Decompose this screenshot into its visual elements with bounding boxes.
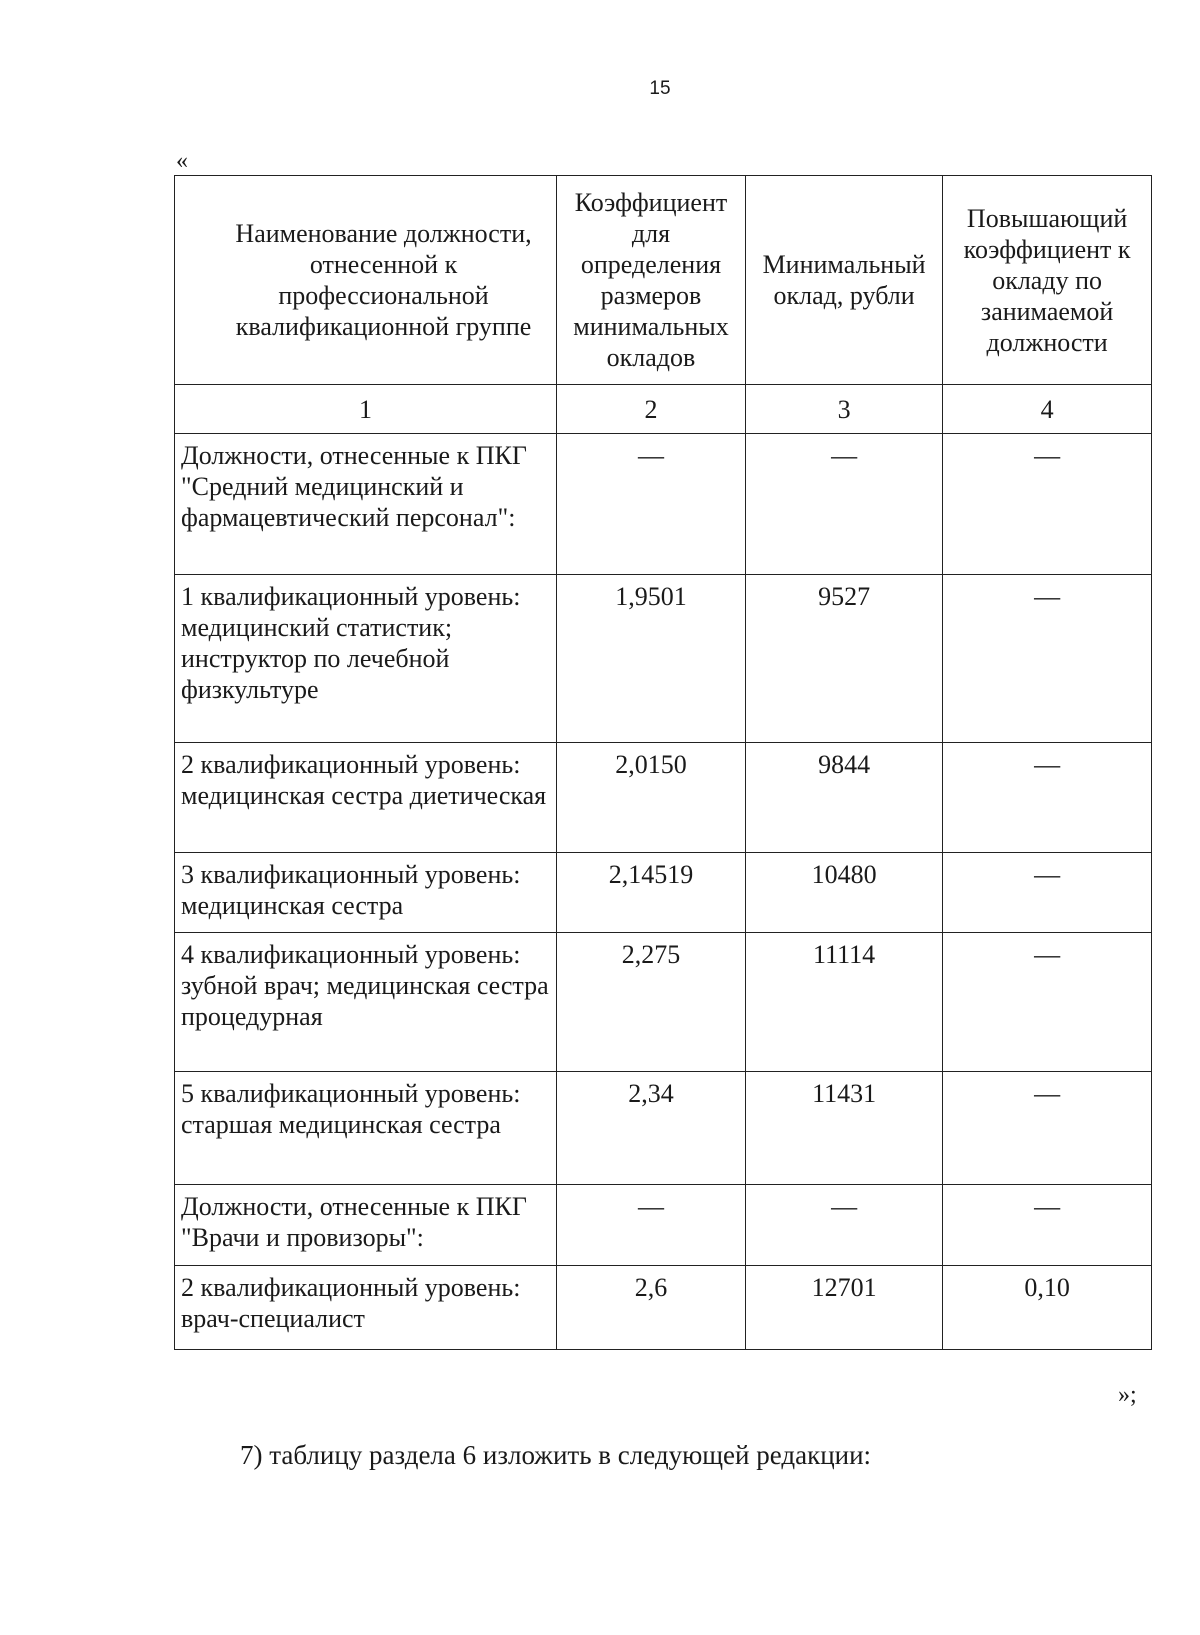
salary-cell: 10480 bbox=[745, 853, 942, 933]
salary-cell: 11431 bbox=[745, 1072, 942, 1185]
column-number: 2 bbox=[557, 385, 746, 434]
table-row bbox=[175, 933, 1152, 1072]
header-min-salary: Минимальный оклад, рубли bbox=[745, 176, 942, 385]
table-row bbox=[175, 575, 1152, 743]
salary-table bbox=[174, 175, 1152, 1350]
opening-quote-mark: « bbox=[176, 148, 188, 174]
raise-cell: — bbox=[943, 853, 1152, 933]
table-row bbox=[175, 434, 1152, 575]
raise-cell: — bbox=[943, 575, 1152, 743]
coefficient-cell: 2,14519 bbox=[557, 853, 746, 933]
table-row bbox=[175, 743, 1152, 853]
salary-cell: 9527 bbox=[745, 575, 942, 743]
coefficient-cell: 2,6 bbox=[557, 1266, 746, 1350]
coefficient-cell: 2,34 bbox=[557, 1072, 746, 1185]
coefficient-cell: — bbox=[557, 1185, 746, 1266]
position-name-cell: 3 квалификационный уровень: медицинская сестра bbox=[175, 853, 557, 933]
coefficient-cell: 2,0150 bbox=[557, 743, 746, 853]
page-number: 15 bbox=[649, 78, 671, 99]
coefficient-cell: 1,9501 bbox=[557, 575, 746, 743]
position-name-cell: 1 квалификационный уровень: медицинский статистик; инструктор по лечебной физкультуре bbox=[175, 575, 557, 743]
position-name-cell: 5 квалификационный уровень: старшая медицинская сестра bbox=[175, 1072, 557, 1185]
raise-cell: — bbox=[943, 1072, 1152, 1185]
raise-cell: — bbox=[943, 933, 1152, 1072]
column-number: 3 bbox=[745, 385, 942, 434]
salary-cell: — bbox=[745, 1185, 942, 1266]
column-number: 1 bbox=[175, 385, 557, 434]
salary-cell: 9844 bbox=[745, 743, 942, 853]
position-name-cell: 2 квалификационный уровень: врач-специалист bbox=[175, 1266, 557, 1350]
salary-cell: 12701 bbox=[745, 1266, 942, 1350]
footer-instruction-text: 7) таблицу раздела 6 изложить в следующей редакции: bbox=[240, 1440, 872, 1470]
header-raise-coefficient: Повышающий коэффициент к окладу по занимаемой должности bbox=[943, 176, 1152, 385]
position-name-cell: Должности, отнесенные к ПКГ "Врачи и провизоры": bbox=[175, 1185, 557, 1266]
table-header-row bbox=[175, 176, 1152, 385]
header-coefficient: Коэффициент для определения размеров минимальных окладов bbox=[557, 176, 746, 385]
table-row bbox=[175, 1185, 1152, 1266]
position-name-cell: 4 квалификационный уровень: зубной врач; медицинская сестра процедурная bbox=[175, 933, 557, 1072]
raise-cell: 0,10 bbox=[943, 1266, 1152, 1350]
table-row bbox=[175, 853, 1152, 933]
column-number-row bbox=[175, 385, 1152, 434]
coefficient-cell: — bbox=[557, 434, 746, 575]
table-row bbox=[175, 1072, 1152, 1185]
raise-cell: — bbox=[943, 743, 1152, 853]
position-name-cell: Должности, отнесенные к ПКГ "Средний медицинский и фармацевтический персонал": bbox=[175, 434, 557, 575]
salary-cell: — bbox=[745, 434, 942, 575]
closing-quote-mark: »; bbox=[1118, 1382, 1137, 1408]
raise-cell: — bbox=[943, 1185, 1152, 1266]
table-row bbox=[175, 1266, 1152, 1350]
column-number: 4 bbox=[943, 385, 1152, 434]
salary-cell: 11114 bbox=[745, 933, 942, 1072]
coefficient-cell: 2,275 bbox=[557, 933, 746, 1072]
position-name-cell: 2 квалификационный уровень: медицинская сестра диетическая bbox=[175, 743, 557, 853]
header-position-name: Наименование должности, отнесенной к профессиональной квалификационной группе bbox=[175, 176, 557, 385]
raise-cell: — bbox=[943, 434, 1152, 575]
